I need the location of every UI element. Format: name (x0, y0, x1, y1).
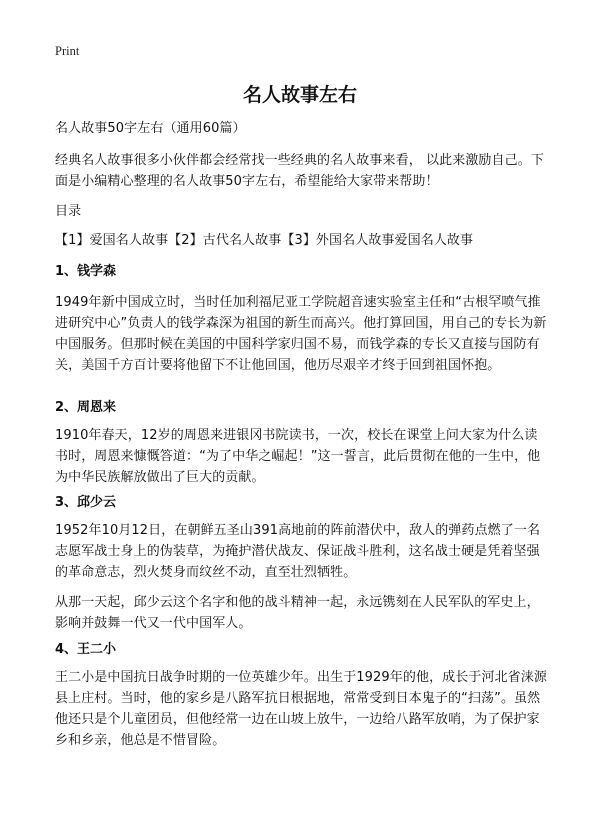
toc-label: 目录 (55, 204, 82, 219)
section-heading-qian-xuesen: 1、钱学森 (55, 264, 117, 279)
table-of-contents: 【1】爱国名人故事【2】古代名人故事【3】外国名人故事爱国名人故事 (55, 233, 474, 248)
section-paragraph: 从那一天起，邱少云这个名字和他的战斗精神一起，永远镌刻在人民军队的军史上，影响并鼓舞一代又一代中国军人。 (55, 595, 540, 631)
print-link[interactable]: Print (55, 44, 80, 58)
section-paragraph: 1910年春天，12岁的周恩来进银冈书院读书，一次，校长在课堂上问大家为什么读书时，周恩来慷慨答道：“为了中华之崛起！”这一誓言，此后贯彻在他的一生中，他为中华民族解放做出了巨大的贡献。 (55, 428, 541, 485)
section-heading-qiu-shaoyun: 3、邱少云 (55, 495, 117, 510)
section-paragraph: 1952年10月12日，在朝鲜五圣山391高地前的阵前潜伏中，敌人的弹药点燃了一名志愿军战士身上的伪装草，为掩护潜伏战友、保证战斗胜利，这名战士硬是凭着坚强的革命意志，烈火焚身而纹丝不动，直至壮烈牺牲。 (55, 523, 541, 580)
intro-paragraph: 经典名人故事很多小伙伴都会经常找一些经典的名人故事来看， 以此来激励自己。下面是小编精心整理的名人故事50字左右，希望能给大家带来帮助！ (55, 153, 544, 189)
page-title: 名人故事左右 (242, 84, 357, 106)
section-paragraph: 王二小是中国抗日战争时期的一位英雄少年。出生于1929年的他，成长于河北省涞源县上庄村。当时，他的家乡是八路军抗日根据地，常常受到日本鬼子的“扫荡”。虽然他还只是个儿童团员，但他经常一边在山坡上放牛，一边给八路军放哨，为了保护家乡和乡亲，他总是不惜冒险。 (55, 670, 547, 748)
section-paragraph: 1949年新中国成立时，当时任加利福尼亚工学院超音速实验室主任和“古根罕喷气推进研究中心”负责人的钱学森深为祖国的新生而高兴。他打算回国，用自己的专长为新中国服务。但那时候在美国的中国科学家归国不易，而钱学森的专长又直接与国防有关，美国千方百计要将他留下不让他回国，他历尽艰辛才终于回到祖国怀抱。 (55, 295, 547, 373)
subtitle: 名人故事50字左右（通用60篇） (55, 121, 246, 136)
section-heading-wang-erxiao: 4、王二小 (55, 642, 117, 657)
section-heading-zhou-enlai: 2、周恩来 (55, 400, 117, 415)
